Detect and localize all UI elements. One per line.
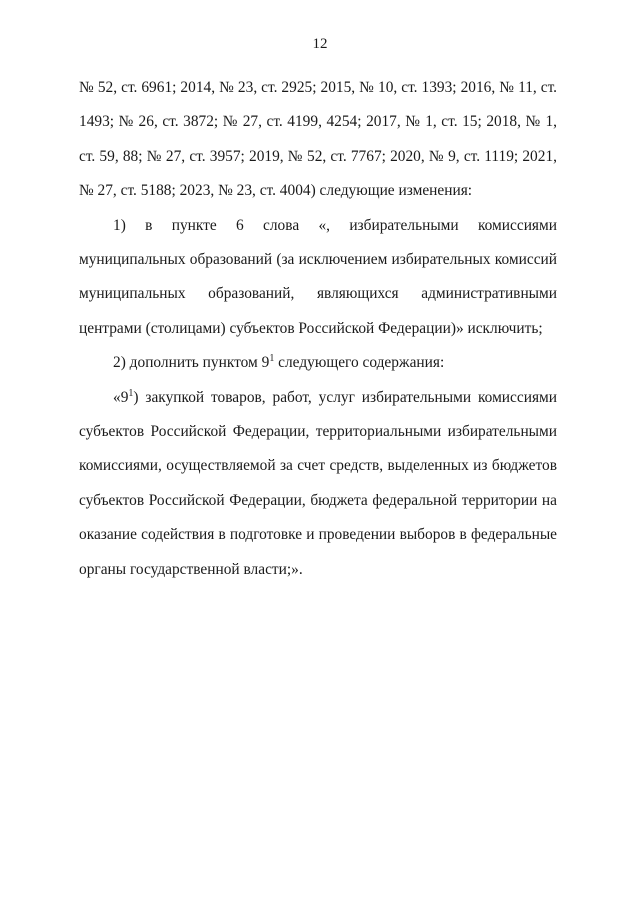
quoted-item-start: «9 (113, 388, 129, 406)
superscript: 1 (269, 353, 275, 365)
paragraph-item-2-text: 2) дополнить пунктом 9 (113, 354, 270, 372)
paragraph-citations: № 52, ст. 6961; 2014, № 23, ст. 2925; 2015, № 10, ст. 1393; 2016, № 11, ст. 1493; № 26, ст. 3872; № 27, ст. 4199, 4254; 2017, № 1, ст. 15; 2018, № 1, ст. 59, 88; № 27, ст. 3957; 2019, № 52, ст. 7767; 2020, № 9, ст. 1119; 2021, № 27, ст. 5188; 2023, № 23, ст. 4004) следующие изменения: (79, 79, 557, 200)
paragraph-item-2-text-end: следующего содержания: (274, 354, 445, 372)
superscript: 1 (128, 387, 134, 399)
quoted-item-text: ) закупкой товаров, работ, услуг избирательными комиссиями субъектов Российской Федерации, территориальными избирательными комиссиями, осуществляемой за счет средств, выделенных из бюджетов субъектов Российской Федерации, бюджета федеральной территории на оказание содействия в подготовке и проведении выборов в федеральные органы государственной власти;». (79, 388, 557, 578)
paragraph-quoted-item (79, 381, 557, 587)
paragraph-item-1: 1) в пункте 6 слова «, избирательными комиссиями муниципальных образований (за исключением избирательных комиссий муниципальных образований, являющихся административными центрами (столицами) субъектов Российской Федерации)» исключить; (79, 216, 557, 337)
paragraph-item-2 (79, 346, 557, 380)
page-number: 12 (312, 36, 328, 52)
document-body (79, 71, 557, 587)
